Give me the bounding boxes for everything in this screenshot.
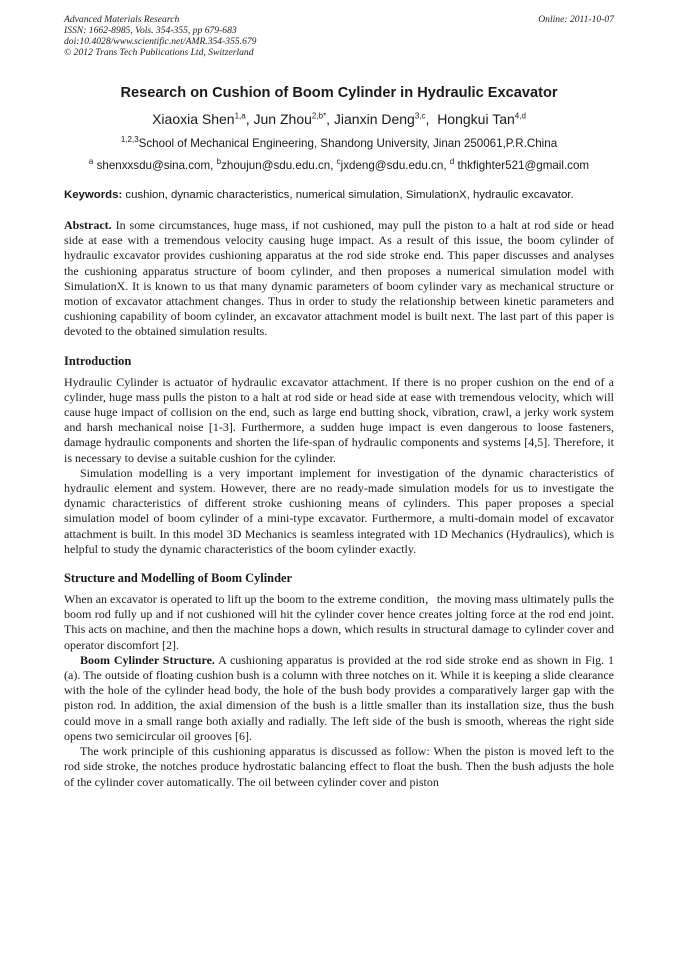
email-address[interactable]: zhoujun@sdu.edu.cn bbox=[221, 159, 331, 172]
keywords-text: cushion, dynamic characteristics, numerical simulation, SimulationX, hydraulic excavator. bbox=[125, 189, 574, 201]
affiliation-text: School of Mechanical Engineering, Shandong University, Jinan 250061,P.R.China bbox=[138, 137, 558, 150]
abstract-text: In some circumstances, huge mass, if not cushioned, may pull the piston to a halt at rod side or head side at ease with a tremendous velocity causing huge impact. As a result of this issue, the boom cylinder of hydraulic excavator provides cushioning apparatus at the rod side stroke end. This paper discusses and analyses the cushioning apparatus structure of boom cylinder, and then proposes a numerical simulation model with SimulationX. It is known to us that many dynamic parameters of boom cylinder vary as mechanical structure or motion of excavator attachment changes. Thus in order to study the relationship between kinetic parameters and cushioning capability of boom cylinder, an excavator attachment model is built next. The last part of this paper is devoted to the obtained simulation results. bbox=[64, 218, 615, 339]
introduction-paragraph: Simulation modelling is a very important implement for investigation of the dynamic characteristics of hydraulic element and system. However, there are no ready-made simulation models for us to investigate the dynamic characteristics of different stroke cushioning means of cylinders. This paper proposes a special simulation model of boom cylinder of a mini-type excavator. Furthermore, a multi-domain model of excavator attachment is built. In this model 3D Mechanics is seamless integrated with 1D Mechanics (Hydraulics), which is helpful to study the dynamic characteristics of the boom cylinder exactly. bbox=[64, 465, 614, 556]
author-list: Xiaoxia Shen$^{1,a}$, Jun Zhou$^{2,b*}$, Jianxin Deng$^{3,c}$, Hongkui Tan$^{4,d}$ bbox=[152, 111, 526, 127]
copyright-line: © 2012 Trans Tech Publications Ltd, Switzerland bbox=[64, 47, 254, 58]
author-name: Jianxin Deng bbox=[333, 111, 415, 127]
introduction-section bbox=[64, 375, 614, 557]
subsection-label: Boom Cylinder Structure. bbox=[80, 652, 215, 667]
structure-paragraph: The work principle of this cushioning apparatus is discussed as follow: When the piston is moved left to the rod side stroke, the notches produce hydrostatic balancing effect to float the bush. Then the bush adjusts the hole of the cylinder cover automatically. The oil between cylinder cover and piston bbox=[64, 744, 614, 789]
author-name: Xiaoxia Shen bbox=[152, 111, 235, 127]
affiliation bbox=[64, 136, 614, 151]
structure-paragraph bbox=[64, 653, 614, 744]
author-affil-mark: 2,b* bbox=[311, 111, 327, 121]
email-mark: c bbox=[336, 157, 341, 167]
introduction-paragraph: Hydraulic Cylinder is actuator of hydraulic excavator attachment. If there is no proper cushion on the end of a cylinder, huge mass pulls the piston to a halt at rod side or head side at ease with tremendous velocity, which will cause huge impact of collision on the end, such as large end butting shock, vibration, crawl, a jerky work system and harsh mechanical noise [1-3]. Furthermore, a sudden huge impact is even dangerous to loose fasteners, damage hydraulic components and shorten the life-span of hydraulic components and systems [4,5]. Therefore, it is necessary to devise a suitable cushion for the cylinder. bbox=[64, 374, 614, 465]
doi-line: doi:10.4028/www.scientific.net/AMR.354-355.679 bbox=[64, 36, 257, 47]
issn-line: ISSN: 1662-8985, Vols. 354-355, pp 679-683 bbox=[64, 25, 237, 36]
paper-title: Research on Cushion of Boom Cylinder in Hydraulic Excavator bbox=[120, 85, 558, 101]
email-mark: d bbox=[449, 157, 455, 167]
email-list: $^a$ shenxxsdu@sina.com, $^b$zhoujun@sdu.edu.cn, $^c$jxdeng@sdu.edu.cn, $^d$ thkfighter521@gmail.com bbox=[88, 157, 590, 172]
email-mark: b bbox=[216, 157, 222, 167]
affiliation-mark: 1,2,3 bbox=[120, 135, 139, 145]
keywords bbox=[64, 188, 614, 203]
email-address[interactable]: jxdeng@sdu.edu.cn bbox=[340, 159, 444, 172]
structure-paragraph-text: A cushioning apparatus is provided at the rod side stroke end as shown in Fig. 1 (a). The outside of floating cushion bush is a column with three notches on it. While it is keeping a slide clearance with the hole of the cylinder head body, the hole of the bush body provides a comparatively larger gap with the piston rod. In addition, the axial dimension of the bush is a little smaller than its installation size, thus the bush could move in a small range both axially and radially. The left side of the bush is smooth, whereas the right side opens two semicircular oil grooves [6]. bbox=[64, 652, 615, 743]
structure-section bbox=[64, 592, 614, 790]
structure-paragraph: When an excavator is operated to lift up the boom to the extreme condition，the moving mass ultimately pulls the boom rod fully up and if not cushioned will hit the cylinder cover hence creates jolting force at the rod end joint. This acts on machine, and then the machine hops a down, which results in structural damage to cylinder cover and operator discomfort [2]. bbox=[64, 592, 614, 652]
author-affil-mark: 3,c bbox=[414, 111, 426, 121]
introduction-heading: Introduction bbox=[64, 353, 132, 368]
keywords-label: Keywords: bbox=[64, 189, 123, 201]
journal-name: Advanced Materials Research bbox=[64, 14, 180, 25]
structure-heading: Structure and Modelling of Boom Cylinder bbox=[64, 571, 292, 586]
email-address[interactable]: thkfighter521@gmail.com bbox=[457, 159, 590, 172]
online-date: Online: 2011-10-07 bbox=[538, 14, 614, 25]
author-affil-mark: 1,a bbox=[234, 111, 246, 121]
author-name: Jun Zhou bbox=[253, 111, 312, 127]
author-affil-mark: 4,d bbox=[514, 111, 526, 121]
author-name: Hongkui Tan bbox=[437, 111, 515, 127]
email-mark: a bbox=[88, 157, 94, 167]
journal-header bbox=[64, 14, 614, 58]
abstract bbox=[64, 218, 614, 340]
email-address[interactable]: shenxxsdu@sina.com bbox=[96, 159, 211, 172]
abstract-label: Abstract. bbox=[64, 218, 112, 232]
